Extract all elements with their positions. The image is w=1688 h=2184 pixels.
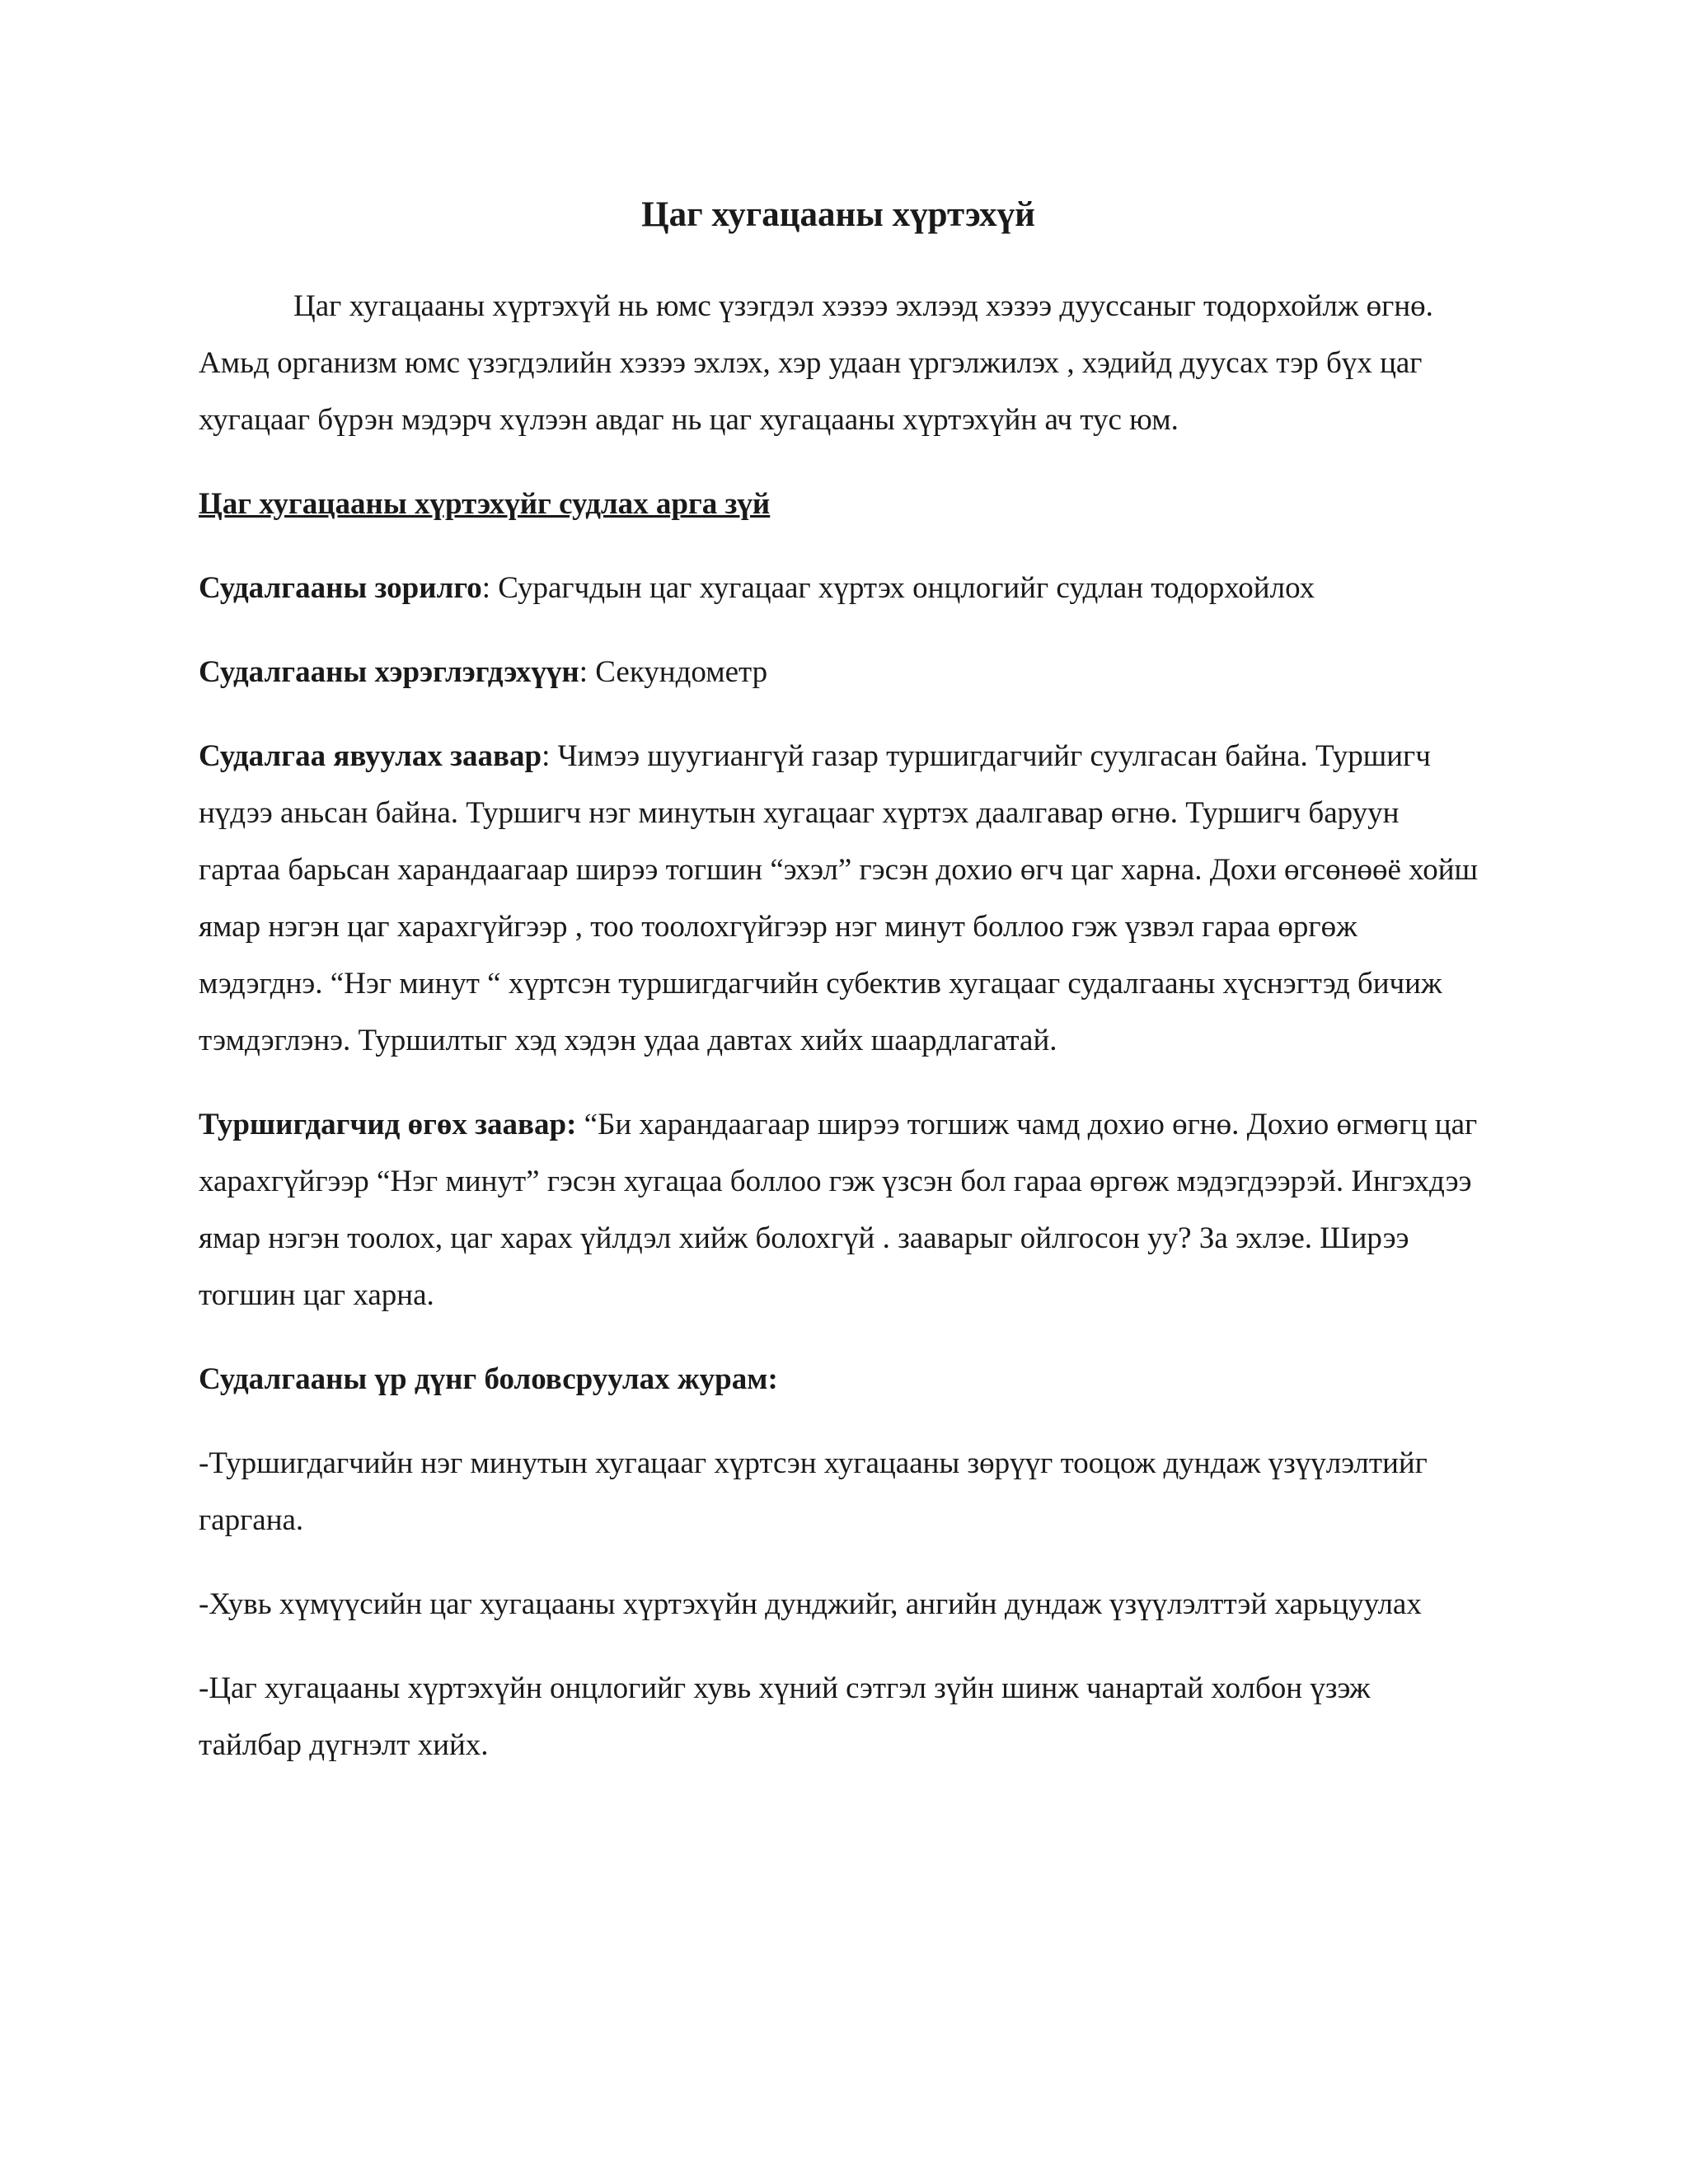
instruction-paragraph [199,1096,1478,1324]
processing-heading-text: Судалгааны үр дүнг боловсруулах журам: [199,1361,778,1396]
materials-paragraph [199,644,1478,701]
procedure-text: : Чимээ шуугиангүй газар туршигдагчийг суулгасан байна. Туршигч нүдээ аньсан байна. Туршигч нэг минутын хугацааг хүртэх даалгавар өгнө. Туршигч баруун гартаа барьсан харандаагаар ширээ тогшин “эхэл” гэсэн дохио өгч цаг харна. Дохи өгсөнөөё хойш ямар нэгэн цаг харахгүйгээр , тоо тоолохгүйгээр нэг минут боллоо гэж үзвэл гараа өргөж мэдэгднэ. “Нэг минут “ хүртсэн туршигдагчийн субектив хугацааг судалгааны хүснэгтэд бичиж тэмдэглэнэ. Туршилтыг хэд хэдэн удаа давтах хийх шаардлагатай. [199,738,1479,1057]
document-title: Цаг хугацааны хүртэхүй [641,195,1035,234]
method-heading: Цаг хугацааны хүртэхүйг судлах арга зүй [199,486,771,521]
step-item: -Хувь хүмүүсийн цаг хугацааны хүртэхүйн дунджийг, ангийн дундаж үзүүлэлттэй харьцуулах [199,1586,1422,1621]
step-item: -Туршигдагчийн нэг минутын хугацааг хүртсэн хугацааны зөрүүг тооцож дундаж үзүүлэлтийг гаргана. [199,1446,1428,1537]
procedure-paragraph [199,728,1478,1069]
procedure-label: Судалгаа явуулах заавар [199,738,542,773]
purpose-text: : Сурагчдын цаг хугацааг хүртэх онцлогийг судлан тодорхойлох [481,570,1315,605]
step-item: -Цаг хугацааны хүртэхүйн онцлогийг хувь хүний сэтгэл зүйн шинж чанартай холбон үзэж тайлбар дүгнэлт хийх. [199,1671,1371,1762]
materials-label: Судалгааны хэрэглэгдэхүүн [199,654,579,689]
purpose-paragraph [199,560,1478,616]
intro-paragraph: Цаг хугацааны хүртэхүй нь юмс үзэгдэл хэзээ эхлээд хэзээ дууссаныг тодорхойлж өгнө. Амьд организм юмс үзэгдэлийн хэзээ эхлэх, хэр удаан үргэлжилэх , хэдийд дуусах тэр бүх цаг хугацааг бүрэн мэдэрч хүлээн авдаг нь цаг хугацааны хүртэхүйн ач тус юм. [199,288,1433,437]
materials-text: : Секундометр [579,654,768,689]
instruction-text: “Би харандаагаар ширээ тогшиж чамд дохио өгнө. Дохио өгмөгц цаг харахгүйгээр “Нэг минут” гэсэн хугацаа боллоо гэж үзсэн бол гараа өргөж мэдэгдээрэй. Ингэхдээ ямар нэгэн тоолох, цаг харах үйлдэл хийж болохгүй . зааварыг ойлгосон уу? За эхлэе. Ширээ тогшин цаг харна. [199,1107,1478,1312]
instruction-label: Туршигдагчид өгөх заавар: [199,1107,577,1141]
purpose-label: Судалгааны зорилго [199,570,482,605]
processing-heading [199,1351,1478,1408]
